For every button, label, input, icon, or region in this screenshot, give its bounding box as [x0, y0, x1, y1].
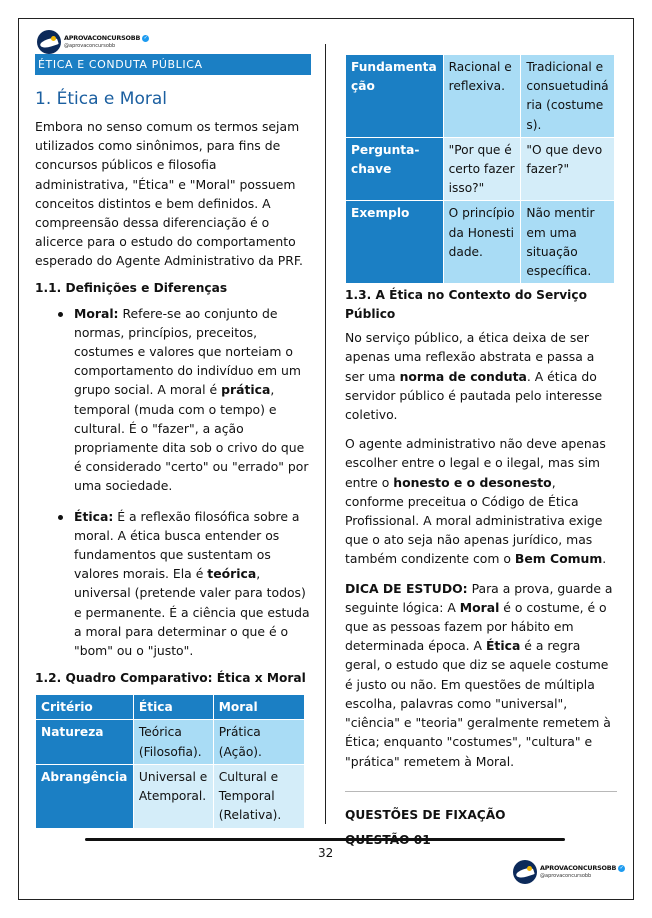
paragraph-service-2: O agente administrativo não deve apenas escolher entre o legal e o ilegal, mas sim entre o honesto e o desonesto, conforme preceitua o Código de Ética Profissional. A moral administrativa exige que o ato seja não apenas jurídico, mas também condizente com o Bem Comum.	[345, 436, 607, 567]
study-tip: DICA DE ESTUDO: Para a prova, guarde a seguinte lógica: A Moral é o costume, é o que as pessoas fazem por hábito em determinada época. A Ética é a regra geral, o estudo que diz se aquele costume é justo ou não. Em questões de múltipla escolha, palavras como "universal", "ciência" e "teoria" geralmente remetem à Ética; enquanto "costumes", "cultura" e "prática" remetem à Moral.	[345, 580, 613, 769]
table-cell: Exemplo	[346, 201, 444, 284]
table-cell: "O que devo fazer?"	[521, 137, 615, 201]
right-column	[345, 54, 617, 850]
table-cell: Universal e Atemporal.	[133, 764, 213, 828]
paragraph-service-1: No serviço público, a ética deixa de ser apenas uma reflexão abstrata e passa a ser uma norma de conduta. A ética do servidor público é pautada pelo interesse coletivo.	[345, 330, 603, 423]
footer-logo	[513, 860, 625, 884]
heading-1-2: 1.2. Quadro Comparativo: Ética x Moral	[35, 671, 306, 686]
header-brand: APROVACONCURSOBB	[64, 34, 141, 43]
table-cell: Natureza	[36, 720, 134, 764]
page-number: 32	[318, 846, 334, 860]
section-separator	[345, 791, 617, 792]
table-cell: Prática (Ação).	[213, 720, 304, 764]
verified-check-icon: ✓	[143, 35, 148, 41]
heading-1-1: 1.1. Definições e Diferenças	[35, 280, 228, 295]
header-handle: @aprovaconcursobb	[64, 43, 116, 49]
footer-brand: APROVACONCURSOBB	[540, 864, 617, 873]
header-logo	[37, 30, 149, 54]
table-row	[36, 720, 305, 764]
table-row	[346, 201, 615, 284]
definitions-list	[35, 304, 311, 661]
section-label: ÉTICA E CONDUTA PÚBLICA	[35, 54, 311, 75]
column-divider	[325, 44, 326, 824]
table-header-cell: Ética	[133, 695, 213, 720]
table-cell: Pergunta-chave	[346, 137, 444, 201]
eagle-logo-icon	[513, 860, 537, 884]
intro-paragraph: Embora no senso comum os termos sejam utilizados como sinônimos, para fins de concursos públicos e filosofia administrativa, "Ética" e "Moral" possuem conceitos distintos e bem definidos. A compreensão dessa diferenciação é o alicerce para o estudo do comportamento esperado do Agente Administrativo da PRF.	[35, 119, 303, 269]
table-row	[36, 764, 305, 828]
eagle-logo-icon	[37, 30, 61, 54]
page-title: 1. Ética e Moral	[35, 89, 167, 109]
table-row	[346, 55, 615, 138]
table-cell: Teórica (Filosofia).	[133, 720, 213, 764]
table-cell: Fundamentação	[346, 55, 444, 138]
table-header-row	[36, 695, 305, 720]
table-cell: "Por que é certo fazer isso?"	[443, 137, 521, 201]
list-item-moral: Moral: Refere-se ao conjunto de normas, princípios, preceitos, costumes e valores que norteiam o comportamento do indivíduo em um grupo social. A moral é prática, temporal (muda com o tempo) e cultural. É o "fazer", a ação propriamente dita sob o crivo do que é considerado "certo" ou "errado" por uma sociedade.	[35, 304, 311, 496]
comparison-table-part1	[35, 694, 305, 828]
table-cell: Não mentir em uma situação específica.	[521, 201, 615, 284]
heading-1-3: 1.3. A Ética no Contexto do Serviço Público	[345, 288, 587, 322]
table-cell: Abrangência	[36, 764, 134, 828]
table-row	[346, 137, 615, 201]
table-cell: Tradicional e consuetudinária (costumes).	[521, 55, 615, 138]
table-cell: Racional e reflexiva.	[443, 55, 521, 138]
list-item-etica: Ética: É a reflexão filosófica sobre a moral. A ética busca entender os fundamentos que sustentam os valores morais. Ela é teórica, universal (pretende valer para todos) e permanente. É a ciência que estuda a moral para determinar o que é o "bom" ou o "justo".	[35, 507, 311, 661]
table-header-cell: Moral	[213, 695, 304, 720]
questions-heading: QUESTÕES DE FIXAÇÃO	[345, 807, 506, 822]
verified-check-icon: ✓	[619, 865, 624, 871]
table-header-cell: Critério	[36, 695, 134, 720]
footer-rule	[85, 838, 565, 841]
table-cell: Cultural e Temporal (Relativa).	[213, 764, 304, 828]
footer-handle: @aprovaconcursobb	[540, 873, 592, 879]
left-column	[35, 54, 311, 829]
comparison-table-part2	[345, 54, 615, 284]
table-cell: O princípio da Honestidade.	[443, 201, 521, 284]
